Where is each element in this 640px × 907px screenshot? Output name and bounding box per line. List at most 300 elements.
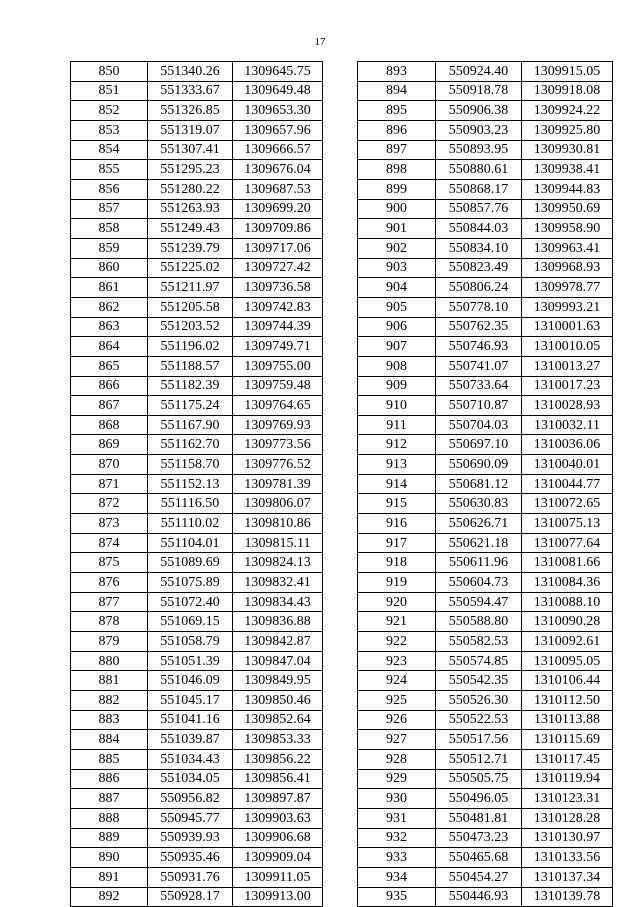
point-number-cell: 899 <box>358 179 436 199</box>
x-coordinate-cell: 551340.26 <box>148 62 233 82</box>
y-coordinate-cell: 1309744.39 <box>233 317 323 337</box>
y-coordinate-cell: 1309856.41 <box>233 769 323 789</box>
y-coordinate-cell: 1309930.81 <box>522 140 613 160</box>
x-coordinate-cell: 550935.46 <box>148 848 233 868</box>
y-coordinate-cell: 1310137.34 <box>522 867 613 887</box>
point-number-cell: 892 <box>71 887 148 907</box>
point-number-cell: 890 <box>71 848 148 868</box>
point-number-cell: 882 <box>71 691 148 711</box>
x-coordinate-cell: 550741.07 <box>436 356 522 376</box>
x-coordinate-cell: 550512.71 <box>436 749 522 769</box>
point-number-cell: 860 <box>71 258 148 278</box>
x-coordinate-cell: 551045.17 <box>148 691 233 711</box>
y-coordinate-cell: 1309666.57 <box>233 140 323 160</box>
x-coordinate-cell: 550918.78 <box>436 81 522 101</box>
point-number-cell: 904 <box>358 278 436 298</box>
x-coordinate-cell: 551158.70 <box>148 455 233 475</box>
table-row <box>358 494 613 514</box>
coordinates-table-left <box>70 61 323 907</box>
point-number-cell: 894 <box>358 81 436 101</box>
table-row <box>71 120 323 140</box>
y-coordinate-cell: 1309993.21 <box>522 297 613 317</box>
table-row <box>358 415 613 435</box>
point-number-cell: 897 <box>358 140 436 160</box>
point-number-cell: 900 <box>358 199 436 219</box>
y-coordinate-cell: 1309645.75 <box>233 62 323 82</box>
point-number-cell: 893 <box>358 62 436 82</box>
x-coordinate-cell: 551072.40 <box>148 592 233 612</box>
point-number-cell: 885 <box>71 749 148 769</box>
table-row <box>71 297 323 317</box>
point-number-cell: 876 <box>71 573 148 593</box>
x-coordinate-cell: 550481.81 <box>436 808 522 828</box>
x-coordinate-cell: 551239.79 <box>148 238 233 258</box>
x-coordinate-cell: 550465.68 <box>436 848 522 868</box>
x-coordinate-cell: 551089.69 <box>148 553 233 573</box>
table-row <box>358 848 613 868</box>
y-coordinate-cell: 1309963.41 <box>522 238 613 258</box>
table-row <box>71 238 323 258</box>
table-row <box>71 396 323 416</box>
y-coordinate-cell: 1309736.58 <box>233 278 323 298</box>
x-coordinate-cell: 550473.23 <box>436 828 522 848</box>
point-number-cell: 932 <box>358 828 436 848</box>
x-coordinate-cell: 551307.41 <box>148 140 233 160</box>
point-number-cell: 855 <box>71 160 148 180</box>
x-coordinate-cell: 551319.07 <box>148 120 233 140</box>
y-coordinate-cell: 1310036.06 <box>522 435 613 455</box>
point-number-cell: 869 <box>71 435 148 455</box>
table-row <box>358 396 613 416</box>
x-coordinate-cell: 551152.13 <box>148 474 233 494</box>
x-coordinate-cell: 550710.87 <box>436 396 522 416</box>
point-number-cell: 889 <box>71 828 148 848</box>
point-number-cell: 870 <box>71 455 148 475</box>
point-number-cell: 871 <box>71 474 148 494</box>
point-number-cell: 854 <box>71 140 148 160</box>
table-row <box>71 62 323 82</box>
x-coordinate-cell: 551034.05 <box>148 769 233 789</box>
table-row <box>71 651 323 671</box>
x-coordinate-cell: 550868.17 <box>436 179 522 199</box>
point-number-cell: 851 <box>71 81 148 101</box>
y-coordinate-cell: 1309913.00 <box>233 887 323 907</box>
point-number-cell: 915 <box>358 494 436 514</box>
point-number-cell: 850 <box>71 62 148 82</box>
point-number-cell: 891 <box>71 867 148 887</box>
x-coordinate-cell: 550893.95 <box>436 140 522 160</box>
table-row <box>358 258 613 278</box>
table-row <box>71 415 323 435</box>
y-coordinate-cell: 1310090.28 <box>522 612 613 632</box>
table-body <box>71 62 323 907</box>
table-row <box>71 376 323 396</box>
point-number-cell: 933 <box>358 848 436 868</box>
point-number-cell: 906 <box>358 317 436 337</box>
table-row <box>358 710 613 730</box>
y-coordinate-cell: 1310095.05 <box>522 651 613 671</box>
y-coordinate-cell: 1309968.93 <box>522 258 613 278</box>
y-coordinate-cell: 1309781.39 <box>233 474 323 494</box>
table-row <box>71 514 323 534</box>
y-coordinate-cell: 1309978.77 <box>522 278 613 298</box>
y-coordinate-cell: 1309958.90 <box>522 219 613 239</box>
point-number-cell: 852 <box>71 101 148 121</box>
x-coordinate-cell: 550630.83 <box>436 494 522 514</box>
point-number-cell: 929 <box>358 769 436 789</box>
y-coordinate-cell: 1309836.88 <box>233 612 323 632</box>
table-row <box>358 455 613 475</box>
table-row <box>71 710 323 730</box>
point-number-cell: 913 <box>358 455 436 475</box>
x-coordinate-cell: 551046.09 <box>148 671 233 691</box>
y-coordinate-cell: 1310032.11 <box>522 415 613 435</box>
table-row <box>358 749 613 769</box>
point-number-cell: 934 <box>358 867 436 887</box>
table-row <box>358 632 613 652</box>
y-coordinate-cell: 1309842.87 <box>233 632 323 652</box>
x-coordinate-cell: 550746.93 <box>436 337 522 357</box>
x-coordinate-cell: 551211.97 <box>148 278 233 298</box>
y-coordinate-cell: 1309847.04 <box>233 651 323 671</box>
point-number-cell: 877 <box>71 592 148 612</box>
y-coordinate-cell: 1310072.65 <box>522 494 613 514</box>
table-row <box>71 160 323 180</box>
point-number-cell: 898 <box>358 160 436 180</box>
y-coordinate-cell: 1309806.07 <box>233 494 323 514</box>
point-number-cell: 912 <box>358 435 436 455</box>
table-row <box>71 749 323 769</box>
x-coordinate-cell: 550604.73 <box>436 573 522 593</box>
table-body <box>358 62 613 907</box>
table-row <box>358 278 613 298</box>
y-coordinate-cell: 1309810.86 <box>233 514 323 534</box>
y-coordinate-cell: 1309938.41 <box>522 160 613 180</box>
table-row <box>358 573 613 593</box>
x-coordinate-cell: 550733.64 <box>436 376 522 396</box>
x-coordinate-cell: 550496.05 <box>436 789 522 809</box>
y-coordinate-cell: 1309657.96 <box>233 120 323 140</box>
point-number-cell: 883 <box>71 710 148 730</box>
table-row <box>71 81 323 101</box>
x-coordinate-cell: 551205.58 <box>148 297 233 317</box>
table-row <box>71 337 323 357</box>
table-row <box>71 494 323 514</box>
table-row <box>71 219 323 239</box>
y-coordinate-cell: 1309687.53 <box>233 179 323 199</box>
point-number-cell: 868 <box>71 415 148 435</box>
point-number-cell: 862 <box>71 297 148 317</box>
table-row <box>71 769 323 789</box>
x-coordinate-cell: 551203.52 <box>148 317 233 337</box>
y-coordinate-cell: 1310092.61 <box>522 632 613 652</box>
x-coordinate-cell: 551041.16 <box>148 710 233 730</box>
table-row <box>358 730 613 750</box>
x-coordinate-cell: 550823.49 <box>436 258 522 278</box>
table-row <box>358 81 613 101</box>
table-row <box>71 848 323 868</box>
table-row <box>358 179 613 199</box>
table-row <box>358 337 613 357</box>
point-number-cell: 901 <box>358 219 436 239</box>
table-row <box>71 101 323 121</box>
point-number-cell: 888 <box>71 808 148 828</box>
x-coordinate-cell: 550880.61 <box>436 160 522 180</box>
x-coordinate-cell: 551162.70 <box>148 435 233 455</box>
x-coordinate-cell: 550945.77 <box>148 808 233 828</box>
table-row <box>71 730 323 750</box>
point-number-cell: 887 <box>71 789 148 809</box>
table-row <box>358 356 613 376</box>
y-coordinate-cell: 1309676.04 <box>233 160 323 180</box>
x-coordinate-cell: 550517.56 <box>436 730 522 750</box>
y-coordinate-cell: 1310128.28 <box>522 808 613 828</box>
point-number-cell: 905 <box>358 297 436 317</box>
x-coordinate-cell: 551167.90 <box>148 415 233 435</box>
table-row <box>358 671 613 691</box>
x-coordinate-cell: 550844.03 <box>436 219 522 239</box>
coordinates-table-right <box>357 61 613 907</box>
table-row <box>358 553 613 573</box>
x-coordinate-cell: 551280.22 <box>148 179 233 199</box>
x-coordinate-cell: 551104.01 <box>148 533 233 553</box>
x-coordinate-cell: 550778.10 <box>436 297 522 317</box>
x-coordinate-cell: 551182.39 <box>148 376 233 396</box>
table-row <box>358 199 613 219</box>
x-coordinate-cell: 551110.02 <box>148 514 233 534</box>
table-row <box>71 179 323 199</box>
table-row <box>358 101 613 121</box>
table-row <box>71 435 323 455</box>
y-coordinate-cell: 1310112.50 <box>522 691 613 711</box>
y-coordinate-cell: 1309773.56 <box>233 435 323 455</box>
point-number-cell: 896 <box>358 120 436 140</box>
point-number-cell: 859 <box>71 238 148 258</box>
x-coordinate-cell: 551249.43 <box>148 219 233 239</box>
point-number-cell: 911 <box>358 415 436 435</box>
x-coordinate-cell: 551196.02 <box>148 337 233 357</box>
point-number-cell: 903 <box>358 258 436 278</box>
y-coordinate-cell: 1309925.80 <box>522 120 613 140</box>
y-coordinate-cell: 1309653.30 <box>233 101 323 121</box>
table-row <box>358 514 613 534</box>
page-number: 17 <box>314 36 326 48</box>
table-row <box>358 651 613 671</box>
x-coordinate-cell: 550834.10 <box>436 238 522 258</box>
x-coordinate-cell: 550762.35 <box>436 317 522 337</box>
point-number-cell: 914 <box>358 474 436 494</box>
point-number-cell: 881 <box>71 671 148 691</box>
y-coordinate-cell: 1310001.63 <box>522 317 613 337</box>
table-row <box>71 317 323 337</box>
point-number-cell: 857 <box>71 199 148 219</box>
table-row <box>358 297 613 317</box>
y-coordinate-cell: 1309815.11 <box>233 533 323 553</box>
point-number-cell: 856 <box>71 179 148 199</box>
x-coordinate-cell: 550956.82 <box>148 789 233 809</box>
x-coordinate-cell: 551069.15 <box>148 612 233 632</box>
table-row <box>71 632 323 652</box>
y-coordinate-cell: 1310119.94 <box>522 769 613 789</box>
x-coordinate-cell: 551263.93 <box>148 199 233 219</box>
table-row <box>358 691 613 711</box>
y-coordinate-cell: 1310044.77 <box>522 474 613 494</box>
y-coordinate-cell: 1309649.48 <box>233 81 323 101</box>
table-row <box>71 474 323 494</box>
point-number-cell: 924 <box>358 671 436 691</box>
y-coordinate-cell: 1309918.08 <box>522 81 613 101</box>
y-coordinate-cell: 1310117.45 <box>522 749 613 769</box>
y-coordinate-cell: 1310010.05 <box>522 337 613 357</box>
point-number-cell: 923 <box>358 651 436 671</box>
point-number-cell: 918 <box>358 553 436 573</box>
point-number-cell: 916 <box>358 514 436 534</box>
y-coordinate-cell: 1309849.95 <box>233 671 323 691</box>
x-coordinate-cell: 550806.24 <box>436 278 522 298</box>
x-coordinate-cell: 551225.02 <box>148 258 233 278</box>
x-coordinate-cell: 550594.47 <box>436 592 522 612</box>
table-row <box>71 691 323 711</box>
y-coordinate-cell: 1309776.52 <box>233 455 323 475</box>
y-coordinate-cell: 1310084.36 <box>522 573 613 593</box>
point-number-cell: 925 <box>358 691 436 711</box>
y-coordinate-cell: 1309717.06 <box>233 238 323 258</box>
y-coordinate-cell: 1309742.83 <box>233 297 323 317</box>
table-row <box>71 278 323 298</box>
table-row <box>71 553 323 573</box>
point-number-cell: 874 <box>71 533 148 553</box>
y-coordinate-cell: 1310139.78 <box>522 887 613 907</box>
table-row <box>358 828 613 848</box>
y-coordinate-cell: 1309897.87 <box>233 789 323 809</box>
table-row <box>71 828 323 848</box>
y-coordinate-cell: 1310013.27 <box>522 356 613 376</box>
point-number-cell: 927 <box>358 730 436 750</box>
table-row <box>358 317 613 337</box>
table-row <box>358 140 613 160</box>
point-number-cell: 866 <box>71 376 148 396</box>
x-coordinate-cell: 550621.18 <box>436 533 522 553</box>
y-coordinate-cell: 1309850.46 <box>233 691 323 711</box>
point-number-cell: 921 <box>358 612 436 632</box>
x-coordinate-cell: 550906.38 <box>436 101 522 121</box>
y-coordinate-cell: 1309853.33 <box>233 730 323 750</box>
point-number-cell: 864 <box>71 337 148 357</box>
x-coordinate-cell: 550446.93 <box>436 887 522 907</box>
y-coordinate-cell: 1309915.05 <box>522 62 613 82</box>
x-coordinate-cell: 551034.43 <box>148 749 233 769</box>
table-row <box>358 808 613 828</box>
x-coordinate-cell: 551175.24 <box>148 396 233 416</box>
y-coordinate-cell: 1310088.10 <box>522 592 613 612</box>
table-row <box>358 533 613 553</box>
x-coordinate-cell: 550857.76 <box>436 199 522 219</box>
y-coordinate-cell: 1309709.86 <box>233 219 323 239</box>
y-coordinate-cell: 1309749.71 <box>233 337 323 357</box>
table-row <box>358 769 613 789</box>
table-row <box>358 120 613 140</box>
point-number-cell: 908 <box>358 356 436 376</box>
x-coordinate-cell: 550522.53 <box>436 710 522 730</box>
table-row <box>358 376 613 396</box>
table-row <box>71 140 323 160</box>
table-row <box>358 592 613 612</box>
x-coordinate-cell: 551058.79 <box>148 632 233 652</box>
y-coordinate-cell: 1309759.48 <box>233 376 323 396</box>
y-coordinate-cell: 1309950.69 <box>522 199 613 219</box>
point-number-cell: 931 <box>358 808 436 828</box>
x-coordinate-cell: 551051.39 <box>148 651 233 671</box>
x-coordinate-cell: 550505.75 <box>436 769 522 789</box>
x-coordinate-cell: 550681.12 <box>436 474 522 494</box>
y-coordinate-cell: 1309699.20 <box>233 199 323 219</box>
y-coordinate-cell: 1310123.31 <box>522 789 613 809</box>
y-coordinate-cell: 1309852.64 <box>233 710 323 730</box>
point-number-cell: 858 <box>71 219 148 239</box>
y-coordinate-cell: 1309832.41 <box>233 573 323 593</box>
point-number-cell: 878 <box>71 612 148 632</box>
point-number-cell: 873 <box>71 514 148 534</box>
x-coordinate-cell: 551075.89 <box>148 573 233 593</box>
y-coordinate-cell: 1309824.13 <box>233 553 323 573</box>
x-coordinate-cell: 550690.09 <box>436 455 522 475</box>
x-coordinate-cell: 551333.67 <box>148 81 233 101</box>
point-number-cell: 884 <box>71 730 148 750</box>
point-number-cell: 922 <box>358 632 436 652</box>
x-coordinate-cell: 550626.71 <box>436 514 522 534</box>
table-row <box>358 219 613 239</box>
x-coordinate-cell: 550582.53 <box>436 632 522 652</box>
y-coordinate-cell: 1310017.23 <box>522 376 613 396</box>
y-coordinate-cell: 1310130.97 <box>522 828 613 848</box>
x-coordinate-cell: 551039.87 <box>148 730 233 750</box>
point-number-cell: 928 <box>358 749 436 769</box>
x-coordinate-cell: 550697.10 <box>436 435 522 455</box>
y-coordinate-cell: 1309727.42 <box>233 258 323 278</box>
x-coordinate-cell: 551295.23 <box>148 160 233 180</box>
x-coordinate-cell: 550526.30 <box>436 691 522 711</box>
y-coordinate-cell: 1309769.93 <box>233 415 323 435</box>
point-number-cell: 930 <box>358 789 436 809</box>
x-coordinate-cell: 550903.23 <box>436 120 522 140</box>
point-number-cell: 902 <box>358 238 436 258</box>
point-number-cell: 867 <box>71 396 148 416</box>
table-row <box>71 592 323 612</box>
y-coordinate-cell: 1309909.04 <box>233 848 323 868</box>
y-coordinate-cell: 1310077.64 <box>522 533 613 553</box>
x-coordinate-cell: 551188.57 <box>148 356 233 376</box>
y-coordinate-cell: 1309755.00 <box>233 356 323 376</box>
table-row <box>71 455 323 475</box>
x-coordinate-cell: 550924.40 <box>436 62 522 82</box>
y-coordinate-cell: 1309924.22 <box>522 101 613 121</box>
y-coordinate-cell: 1310081.66 <box>522 553 613 573</box>
table-row <box>358 160 613 180</box>
point-number-cell: 879 <box>71 632 148 652</box>
point-number-cell: 863 <box>71 317 148 337</box>
x-coordinate-cell: 550939.93 <box>148 828 233 848</box>
table-row <box>71 199 323 219</box>
table-row <box>71 573 323 593</box>
y-coordinate-cell: 1309856.22 <box>233 749 323 769</box>
x-coordinate-cell: 551116.50 <box>148 494 233 514</box>
y-coordinate-cell: 1310115.69 <box>522 730 613 750</box>
y-coordinate-cell: 1310028.93 <box>522 396 613 416</box>
x-coordinate-cell: 550542.35 <box>436 671 522 691</box>
table-row <box>358 887 613 907</box>
table-row <box>358 62 613 82</box>
x-coordinate-cell: 550574.85 <box>436 651 522 671</box>
